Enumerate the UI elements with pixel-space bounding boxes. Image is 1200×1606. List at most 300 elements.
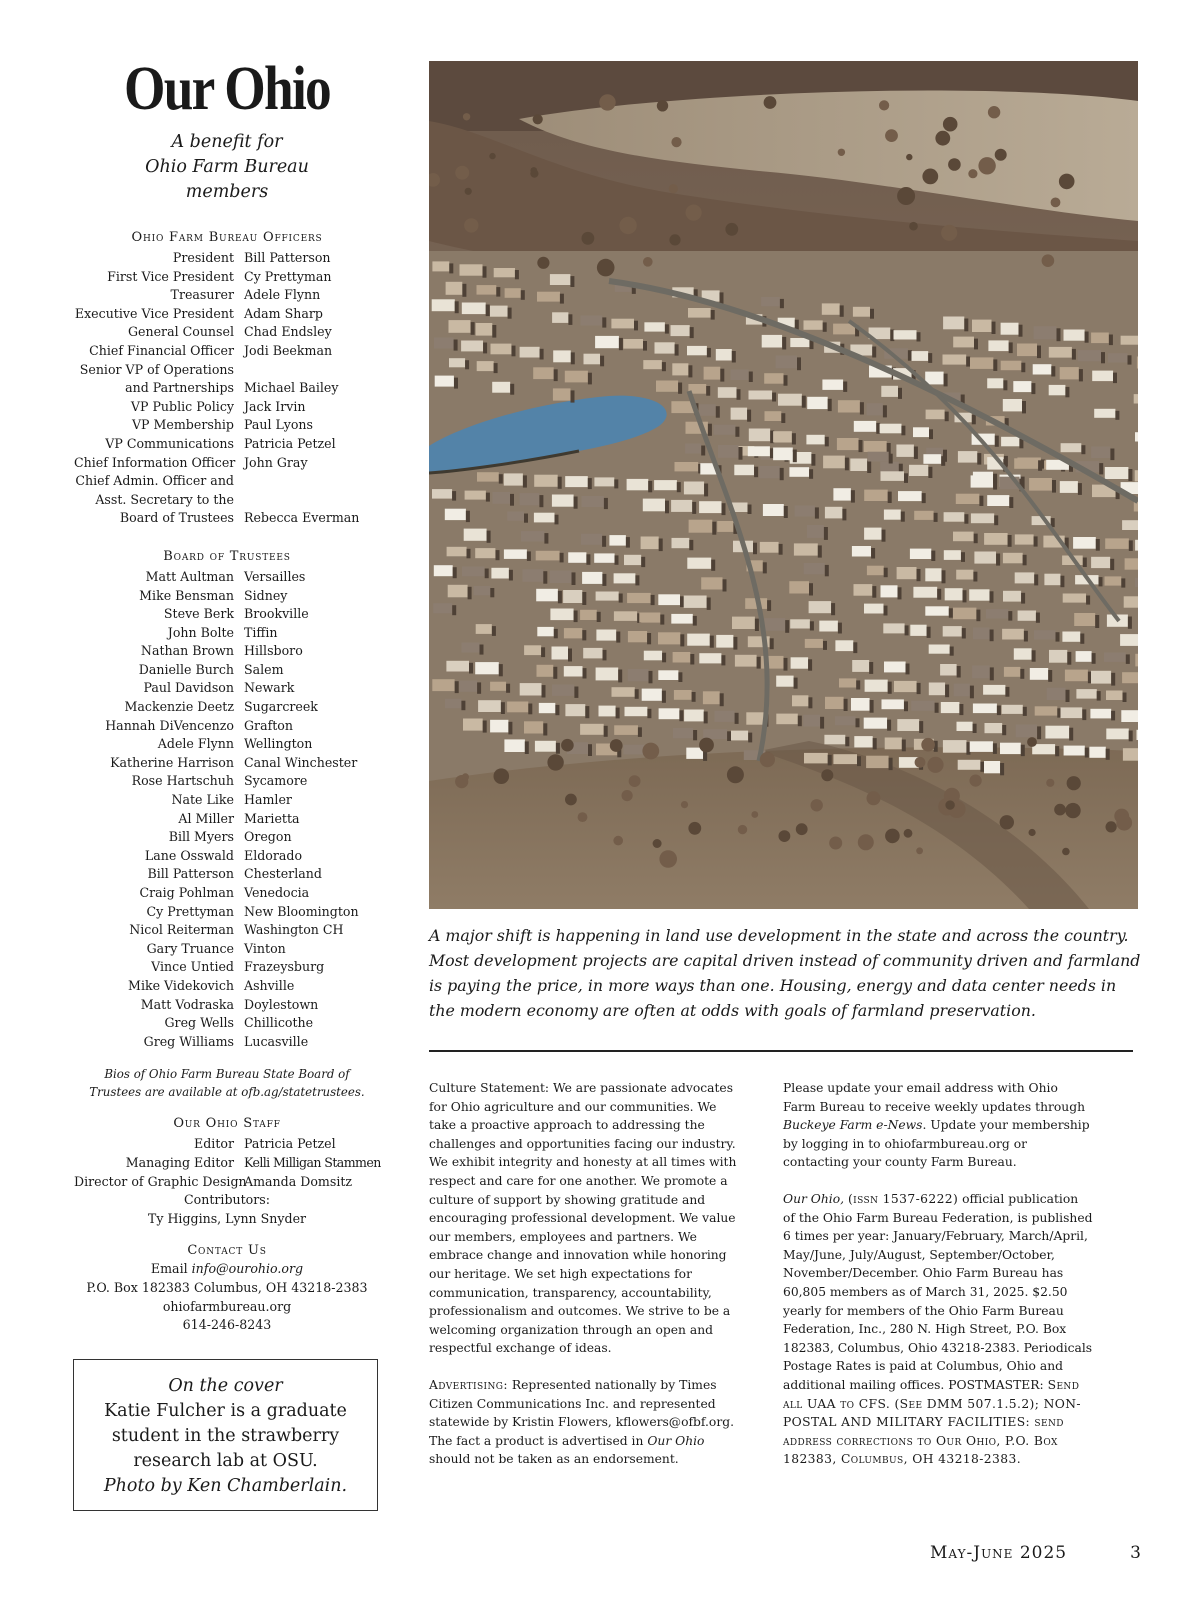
house xyxy=(731,731,748,741)
house-shadow xyxy=(1009,497,1013,508)
bios-note-line: Bios of Ohio Farm Bureau State Board of xyxy=(104,1067,350,1082)
house xyxy=(1125,558,1138,569)
house-shadow xyxy=(883,405,887,417)
house-shadow xyxy=(1111,711,1115,721)
house-shadow xyxy=(810,621,814,630)
cover-photo-credit: Photo by Ken Chamberlain. xyxy=(103,1476,348,1496)
house xyxy=(987,495,1009,506)
house-shadow xyxy=(856,680,860,689)
house xyxy=(476,323,493,336)
house xyxy=(1135,654,1138,667)
house-shadow xyxy=(675,344,679,355)
house-shadow xyxy=(510,494,514,506)
house-shadow xyxy=(528,704,532,715)
tree xyxy=(1042,254,1055,267)
house xyxy=(446,661,469,672)
house-shadow xyxy=(560,553,564,563)
house-shadow xyxy=(1128,617,1132,629)
house xyxy=(671,500,692,512)
house-shadow xyxy=(461,701,465,711)
house xyxy=(565,704,585,716)
house xyxy=(1076,651,1092,662)
tree xyxy=(943,117,958,132)
trustee-row-value: Vinton xyxy=(244,940,286,956)
staff-row-label: Director of Graphic Design xyxy=(74,1173,247,1189)
house-shadow xyxy=(1056,632,1060,641)
trustee-row xyxy=(74,884,380,903)
house-shadow xyxy=(992,322,996,334)
house-shadow xyxy=(1034,574,1038,585)
house-shadow xyxy=(1080,634,1084,644)
house-shadow xyxy=(973,724,977,733)
house-shadow xyxy=(466,511,470,522)
house-shadow xyxy=(979,496,983,506)
house-shadow xyxy=(572,572,576,585)
tree xyxy=(995,149,1007,161)
house xyxy=(685,444,701,454)
house-shadow xyxy=(964,319,968,332)
house xyxy=(881,386,898,397)
house-shadow xyxy=(851,490,855,502)
house xyxy=(462,303,486,315)
trustee-row-value: Sycamore xyxy=(244,773,308,789)
officer-row xyxy=(74,342,380,361)
house-shadow xyxy=(508,722,512,735)
house xyxy=(807,397,828,409)
house xyxy=(1091,671,1111,684)
house xyxy=(552,312,568,323)
house xyxy=(583,648,602,659)
house-shadow xyxy=(808,697,812,708)
contact-email-link[interactable]: info@ourohio.org xyxy=(191,1261,304,1277)
house-shadow xyxy=(934,513,938,522)
house xyxy=(596,668,619,681)
tree xyxy=(1067,776,1081,790)
house xyxy=(672,538,690,548)
house-shadow xyxy=(944,374,948,387)
tree xyxy=(941,225,957,241)
tree xyxy=(725,223,738,236)
house-shadow xyxy=(486,493,490,502)
house xyxy=(925,372,943,385)
house xyxy=(446,282,463,295)
house xyxy=(910,625,926,636)
tree xyxy=(935,131,950,146)
officer-row-label: Chief Financial Officer xyxy=(89,342,234,358)
house xyxy=(864,528,881,540)
house xyxy=(761,297,780,306)
advertising-text-a: Represented nationally by Times Citizen Communications Inc. and represented statewide by Kristin Flowers, kflowers@ofbf.org. The fact a product is advertised in xyxy=(429,1377,734,1448)
house-shadow xyxy=(720,369,724,382)
house-shadow xyxy=(763,562,767,573)
house xyxy=(687,558,711,569)
house xyxy=(735,655,757,667)
house-shadow xyxy=(556,743,560,754)
officer-row-label: Chief Information Officer xyxy=(74,454,236,470)
house xyxy=(885,738,902,750)
house xyxy=(880,424,902,434)
house xyxy=(699,653,721,663)
house-shadow xyxy=(929,429,933,439)
house xyxy=(864,718,887,729)
trustee-row-value: Newark xyxy=(244,680,295,696)
house xyxy=(776,676,793,687)
house-shadow xyxy=(1097,691,1101,701)
staff-row-label: Managing Editor xyxy=(125,1154,234,1170)
house-shadow xyxy=(494,363,498,373)
house xyxy=(475,548,495,558)
cover-line: Katie Fulcher is a graduate xyxy=(104,1401,347,1421)
trustee-row-value: Hamler xyxy=(244,792,292,808)
house xyxy=(864,604,884,614)
tree xyxy=(970,775,982,787)
house xyxy=(580,610,597,620)
house xyxy=(972,320,992,332)
house-shadow xyxy=(928,467,932,478)
house xyxy=(929,683,945,696)
tree xyxy=(968,169,977,178)
house xyxy=(432,489,452,499)
house-shadow xyxy=(823,322,827,331)
house xyxy=(795,505,815,516)
house-shadow xyxy=(1008,611,1012,621)
house xyxy=(1029,478,1052,491)
tree xyxy=(1106,821,1117,832)
trustee-row xyxy=(74,587,380,606)
house-shadow xyxy=(966,357,970,367)
house-shadow xyxy=(510,384,514,395)
house-shadow xyxy=(996,554,1000,566)
house xyxy=(445,509,466,520)
trustee-row xyxy=(74,605,380,624)
house xyxy=(656,381,678,392)
house-shadow xyxy=(825,565,829,576)
tree xyxy=(494,768,510,784)
house xyxy=(658,632,680,644)
house xyxy=(1135,432,1138,441)
house xyxy=(1104,652,1126,662)
house-shadow xyxy=(1079,369,1083,381)
tree xyxy=(1116,815,1132,831)
house xyxy=(639,613,660,623)
house-shadow xyxy=(857,756,861,766)
house xyxy=(794,543,818,555)
house xyxy=(565,371,588,383)
house xyxy=(673,652,691,663)
trustee-row xyxy=(74,847,380,866)
house-shadow xyxy=(1095,615,1099,628)
trustee-row-label: Vince Untied xyxy=(151,959,234,975)
house xyxy=(852,546,871,557)
house xyxy=(490,306,508,317)
house-shadow xyxy=(905,625,909,635)
house-shadow xyxy=(665,324,669,333)
house-shadow xyxy=(735,427,739,437)
house-shadow xyxy=(838,623,842,634)
house xyxy=(552,495,574,507)
house-shadow xyxy=(1005,687,1009,697)
house-shadow xyxy=(648,481,652,492)
tree xyxy=(906,154,912,160)
officer-row-label: Treasurer xyxy=(170,287,234,303)
trustee-row-label: Al Miller xyxy=(178,810,234,826)
trustee-row xyxy=(74,996,380,1015)
house xyxy=(568,552,586,563)
house xyxy=(1106,729,1129,740)
house xyxy=(1003,553,1023,564)
house xyxy=(658,670,678,680)
trustee-row-label: Greg Williams xyxy=(143,1033,234,1049)
house-shadow xyxy=(515,270,519,279)
tree xyxy=(727,766,744,783)
house-shadow xyxy=(509,570,513,581)
house xyxy=(790,619,810,628)
house xyxy=(673,728,693,738)
house xyxy=(550,609,573,621)
tree xyxy=(561,739,574,752)
house-shadow xyxy=(602,574,606,586)
house-shadow xyxy=(901,512,905,522)
house xyxy=(929,645,950,654)
house-shadow xyxy=(1101,352,1105,363)
trustee-row-label: Bill Patterson xyxy=(147,866,234,882)
house xyxy=(461,643,479,653)
house xyxy=(564,666,583,676)
house xyxy=(534,475,558,487)
tree xyxy=(533,114,543,124)
house xyxy=(953,337,974,348)
house xyxy=(804,753,828,764)
house-shadow xyxy=(543,571,547,584)
trustee-row xyxy=(74,810,380,829)
house xyxy=(459,680,477,691)
house xyxy=(943,740,967,753)
house xyxy=(552,647,569,660)
house xyxy=(972,665,990,678)
trustee-row xyxy=(74,977,380,996)
contact-website-link[interactable]: ohiofarmbureau.org xyxy=(162,1298,292,1314)
house xyxy=(1074,613,1095,626)
house xyxy=(643,360,662,369)
house-shadow xyxy=(922,493,926,503)
house-shadow xyxy=(634,321,638,331)
house-shadow xyxy=(1111,673,1115,686)
house-shadow xyxy=(870,700,874,713)
aerial-photo-illustration xyxy=(429,61,1138,909)
tree xyxy=(669,184,678,193)
house xyxy=(1002,629,1024,640)
house-shadow xyxy=(1024,631,1028,642)
tree xyxy=(653,839,662,848)
house-shadow xyxy=(1037,726,1041,739)
house-shadow xyxy=(1021,363,1025,373)
staff-row xyxy=(74,1154,380,1173)
house-shadow xyxy=(811,454,815,466)
house-shadow xyxy=(483,721,487,733)
house-shadow xyxy=(1096,539,1100,551)
house xyxy=(718,387,737,398)
contributors-block xyxy=(74,1191,380,1228)
tree xyxy=(858,834,874,850)
trustee-row-label: Nate Like xyxy=(171,792,234,808)
house xyxy=(655,342,675,353)
house-shadow xyxy=(527,551,531,561)
trustee-row xyxy=(74,791,380,810)
trustee-row-value: Versailles xyxy=(244,568,306,584)
house-shadow xyxy=(917,332,921,341)
house-shadow xyxy=(941,456,945,466)
house-shadow xyxy=(950,647,954,656)
trustee-row-label: Paul Davidson xyxy=(143,680,234,696)
house xyxy=(477,285,497,295)
officer-row-label: Executive Vice President xyxy=(74,305,234,321)
house xyxy=(896,445,914,457)
house xyxy=(973,704,997,714)
house-shadow xyxy=(995,436,999,447)
officer-row-value: Jodi Beekman xyxy=(244,342,333,358)
house xyxy=(595,336,619,348)
house-shadow xyxy=(1019,325,1023,337)
house xyxy=(537,292,560,302)
house-shadow xyxy=(583,668,587,678)
house-shadow xyxy=(455,681,459,693)
house xyxy=(958,451,977,463)
officer-row-label: Asst. Secretary to the xyxy=(95,491,234,507)
house xyxy=(1105,538,1129,549)
house xyxy=(654,480,677,490)
house-shadow xyxy=(1052,480,1056,493)
officer-row-label: VP Communications xyxy=(105,435,234,451)
house xyxy=(714,711,734,722)
house-shadow xyxy=(597,612,601,622)
house xyxy=(925,606,949,615)
tree xyxy=(599,94,615,110)
trustee-row-label: Katherine Harrison xyxy=(110,754,234,770)
tree xyxy=(1051,198,1061,208)
house xyxy=(865,680,888,692)
house-shadow xyxy=(524,514,528,523)
trustee-row xyxy=(74,568,380,587)
house-shadow xyxy=(853,642,857,653)
on-the-cover-box xyxy=(73,1359,378,1511)
house xyxy=(523,569,544,582)
house xyxy=(1032,744,1055,754)
house-shadow xyxy=(553,667,557,679)
house-shadow xyxy=(808,659,812,670)
house-shadow xyxy=(997,706,1001,716)
house xyxy=(953,532,974,542)
house xyxy=(432,299,455,311)
tree xyxy=(622,790,633,801)
house-shadow xyxy=(487,531,491,543)
house-shadow xyxy=(616,632,620,643)
tree xyxy=(885,129,898,142)
house-shadow xyxy=(823,641,827,650)
publication-text: official publication of the Ohio Farm Bureau Federation, is published 6 times per year: January/February, March/April, May/June, July/August, September/October, November/December. Ohio Farm Bureau has 60,805 members as of March 31, 2025. $2.50 yearly for members of the Ohio Farm Bureau Federation, Inc., 280 N. High Street, P.O. Box 182383, Columbus, Ohio 43218-2383. Periodicals Postage Rates is paid at Columbus, Ohio and additional mailing offices. POSTMASTER: xyxy=(783,1191,1093,1392)
house-shadow xyxy=(619,594,623,603)
house xyxy=(465,491,486,500)
house xyxy=(644,651,662,661)
house xyxy=(699,404,716,416)
house xyxy=(833,754,857,764)
house xyxy=(943,317,964,330)
house xyxy=(954,684,970,697)
officer-row-value: Cy Prettyman xyxy=(244,268,332,284)
house-shadow xyxy=(1000,763,1004,775)
house xyxy=(1064,330,1085,341)
house xyxy=(1094,409,1115,418)
officer-row-value xyxy=(244,491,380,510)
house-shadow xyxy=(1048,670,1052,682)
house xyxy=(803,715,820,727)
house-shadow xyxy=(1032,650,1036,661)
staff-list xyxy=(74,1135,380,1191)
house xyxy=(521,531,544,542)
house-shadow xyxy=(635,689,639,699)
trustee-row-value: Tiffin xyxy=(244,624,278,640)
house xyxy=(926,410,945,420)
house xyxy=(1015,534,1034,544)
house-shadow xyxy=(692,502,696,514)
house xyxy=(789,581,809,593)
house-shadow xyxy=(737,389,741,400)
house-shadow xyxy=(679,710,683,721)
house-shadow xyxy=(462,284,466,297)
trustee-row-value: Wellington xyxy=(244,736,313,752)
trustee-row xyxy=(74,828,380,847)
house xyxy=(504,473,523,485)
house xyxy=(1137,357,1138,369)
officer-row xyxy=(74,435,380,454)
house xyxy=(868,452,889,462)
masthead-title: Our Ohio xyxy=(123,55,330,123)
house-shadow xyxy=(465,360,469,369)
text-column-right xyxy=(783,1079,1093,1487)
house-shadow xyxy=(961,552,965,562)
house xyxy=(1063,594,1086,603)
officer-row-label: VP Membership xyxy=(131,417,234,433)
trustees-heading: Board of Trustees xyxy=(163,548,291,564)
officer-row-value xyxy=(244,361,380,380)
house-shadow xyxy=(496,287,500,297)
house xyxy=(599,706,616,717)
house xyxy=(504,549,527,559)
trustee-row-label: Matt Vodraska xyxy=(140,996,234,1012)
house-shadow xyxy=(1109,335,1113,346)
house-shadow xyxy=(1085,332,1089,343)
house xyxy=(642,689,662,701)
officer-row xyxy=(74,305,380,324)
house xyxy=(659,708,680,719)
house-shadow xyxy=(1083,558,1087,568)
house-shadow xyxy=(506,684,510,693)
house xyxy=(1061,707,1083,718)
bios-note-line: Trustees are available at ofb.ag/statetrustees. xyxy=(89,1085,365,1100)
house-shadow xyxy=(480,645,484,655)
trustee-row xyxy=(74,772,380,791)
house xyxy=(536,589,558,602)
text-column-left xyxy=(429,1079,739,1487)
house-shadow xyxy=(574,687,578,698)
house-shadow xyxy=(722,503,726,515)
house-shadow xyxy=(604,726,608,737)
tree xyxy=(489,153,495,159)
house-shadow xyxy=(716,406,720,418)
house xyxy=(910,549,931,559)
house xyxy=(580,315,602,325)
house xyxy=(909,465,928,476)
house xyxy=(448,585,468,598)
